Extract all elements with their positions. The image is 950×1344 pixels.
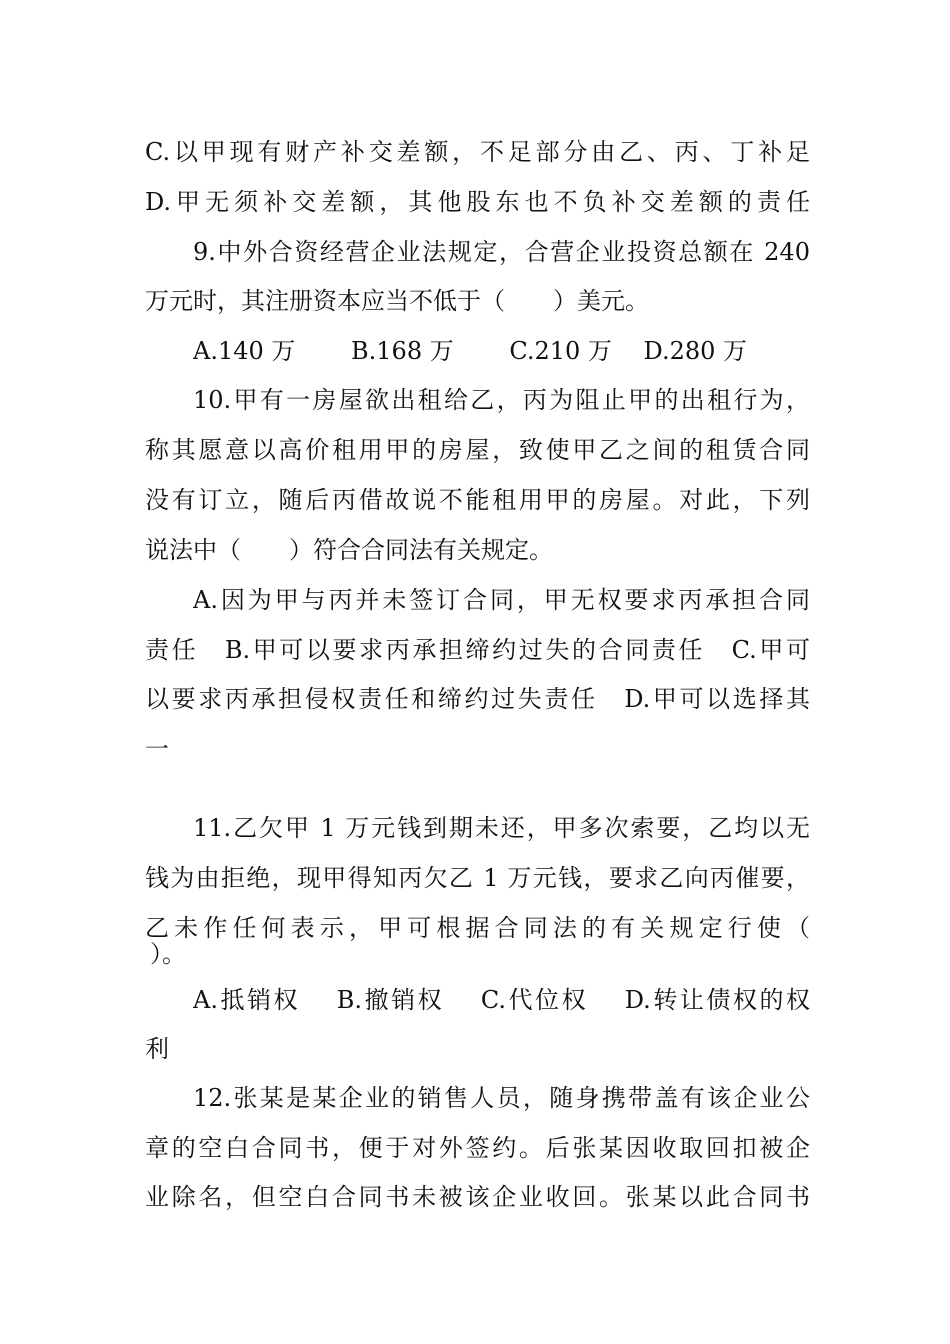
question-10-options-line-2: 责任 B.甲可以要求丙承担缔约过失的合同责任 C.甲可: [145, 636, 810, 664]
question-11-line-1: 11.乙欠甲 1 万元钱到期未还，甲多次索要，乙均以无: [193, 814, 810, 842]
question-10-line-1: 10.甲有一房屋欲出租给乙，丙为阻止甲的出租行为，: [193, 386, 810, 414]
question-10-options-line-3: 以要求丙承担侵权责任和缔约过失责任 D.甲可以选择其: [145, 685, 810, 713]
question-10-line-4: 说法中（ ）符合合同法有关规定。: [145, 536, 553, 564]
question-11-line-4: ）。: [150, 940, 186, 968]
question-11-line-2: 钱为由拒绝，现甲得知丙欠乙 1 万元钱，要求乙向丙催要，: [145, 864, 810, 892]
question-11-options-line-2: 利: [145, 1035, 169, 1063]
question-11-line-3: 乙未作任何表示，甲可根据合同法的有关规定行使（: [145, 914, 810, 942]
question-10-line-3: 没有订立，随后丙借故说不能租用甲的房屋。对此，下列: [145, 486, 810, 514]
question-10-line-2: 称其愿意以高价租用甲的房屋，致使甲乙之间的租赁合同: [145, 436, 810, 464]
question-10-options-line-4: 一: [145, 735, 169, 763]
question-9-line-1: 9.中外合资经营企业法规定，合营企业投资总额在 240: [193, 238, 810, 266]
question-12-line-1: 12.张某是某企业的销售人员，随身携带盖有该企业公: [193, 1084, 810, 1112]
option-d-q8: D.甲无须补交差额，其他股东也不负补交差额的责任: [145, 188, 810, 216]
question-9-line-2: 万元时，其注册资本应当不低于（ ）美元。: [145, 287, 649, 315]
option-c-q8: C.以甲现有财产补交差额，不足部分由乙、丙、丁补足: [145, 138, 810, 166]
question-9-options: A.140 万 B.168 万 C.210 万 D.280 万: [193, 337, 748, 365]
question-12-line-3: 业除名，但空白合同书未被该企业收回。张某以此合同书: [145, 1183, 810, 1211]
question-12-line-2: 章的空白合同书，便于对外签约。后张某因收取回扣被企: [145, 1134, 810, 1162]
question-11-options-line-1: A.抵销权 B.撤销权 C.代位权 D.转让债权的权: [193, 986, 810, 1014]
question-10-options-line-1: A.因为甲与丙并未签订合同，甲无权要求丙承担合同: [193, 586, 810, 614]
